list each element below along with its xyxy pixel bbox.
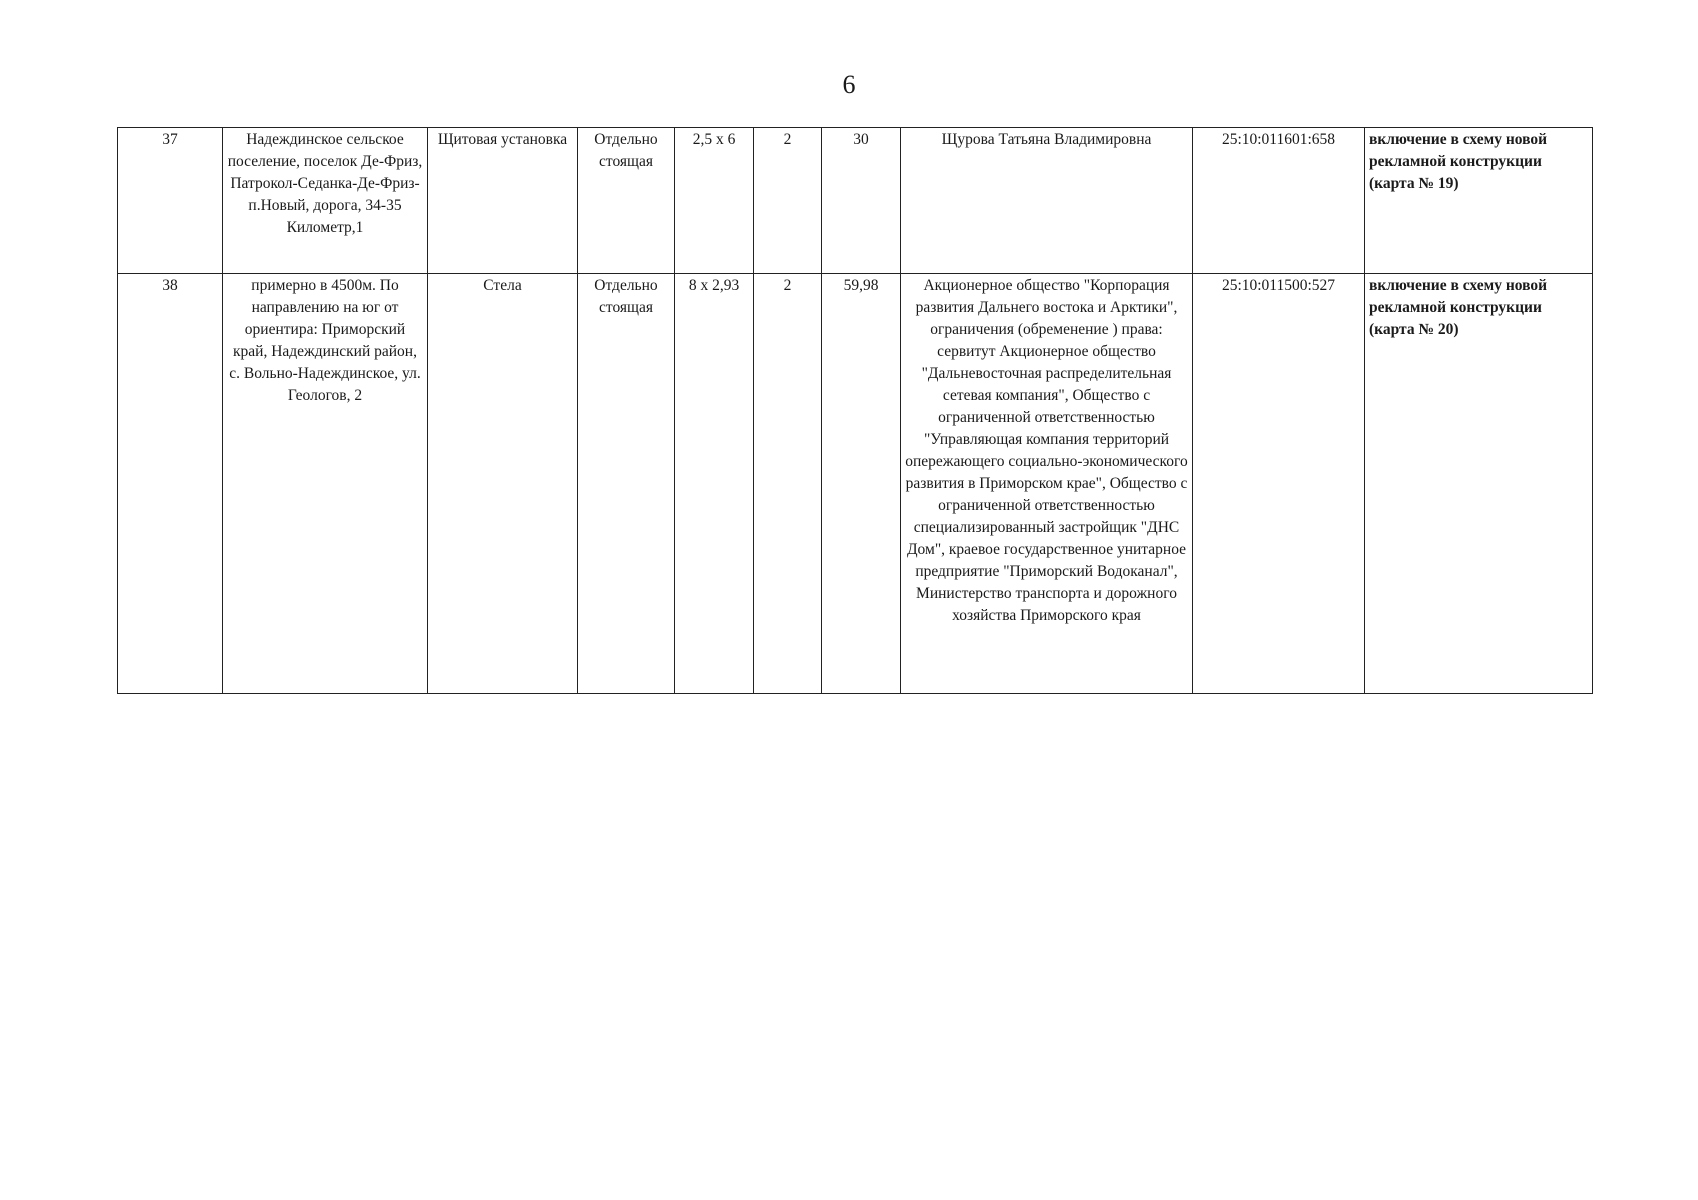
cell-placement: Отдельно стоящая [578,274,675,694]
cell-sides: 2 [754,274,822,694]
table-row [118,128,1593,274]
cell-status: включение в схему новой рекламной конструкции (карта № 20) [1365,274,1593,694]
cell-type: Щитовая установка [428,128,578,274]
cell-type: Стела [428,274,578,694]
cell-number: 37 [118,128,223,274]
page-number: 6 [842,70,856,99]
cell-address: примерно в 4500м. По направлению на юг от ориентира: Приморский край, Надеждинский район, с. Вольно-Надеждинское, ул. Геологов, 2 [223,274,428,694]
cell-owner: Щурова Татьяна Владимировна [901,128,1193,274]
cell-size: 8 х 2,93 [675,274,754,694]
cell-cadastral: 25:10:011500:527 [1193,274,1365,694]
cell-area: 30 [822,128,901,274]
cell-area: 59,98 [822,274,901,694]
cell-address: Надеждинское сельское поселение, поселок Де-Фриз, Патрокол-Седанка-Де-Фриз-п.Новый, дорога, 34-35 Километр,1 [223,128,428,274]
table-row [118,274,1593,694]
cell-size: 2,5 х 6 [675,128,754,274]
cell-cadastral: 25:10:011601:658 [1193,128,1365,274]
cell-number: 38 [118,274,223,694]
cell-owner: Акционерное общество "Корпорация развития Дальнего востока и Арктики", ограничения (обременение ) права: сервитут Акционерное общество "Дальневосточная распределительная сетевая компания", Общество с ограниченной ответственностью "Управляющая компания территорий опережающего социально-экономического развития в Приморском крае", Общество с ограниченной ответственностью специализированный застройщик "ДНС Дом", краевое государственное унитарное предприятие "Приморский Водоканал", Министерство транспорта и дорожного хозяйства Приморского края [901,274,1193,694]
cell-status: включение в схему новой рекламной конструкции (карта № 19) [1365,128,1593,274]
cell-sides: 2 [754,128,822,274]
advertising-structures-table [117,127,1593,694]
cell-placement: Отдельно стоящая [578,128,675,274]
